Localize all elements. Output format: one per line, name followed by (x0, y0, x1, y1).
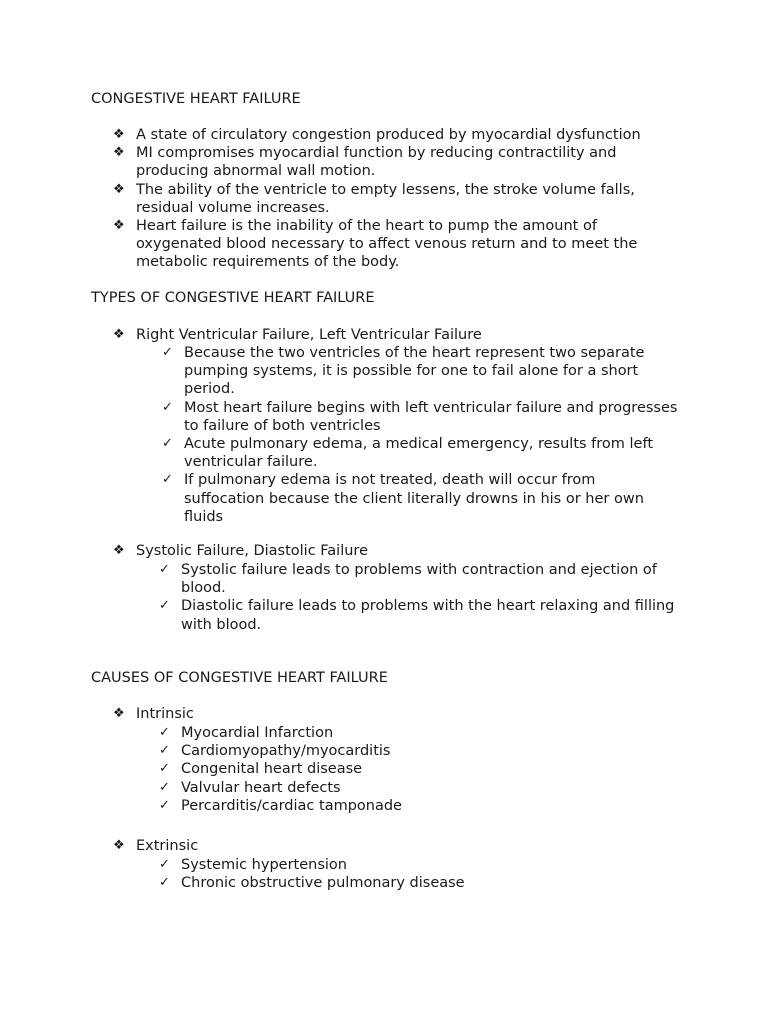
checkmark-icon: ✓ (159, 857, 170, 872)
list-item (0, 144, 768, 180)
list-item (0, 126, 768, 144)
checkmark-icon: ✓ (162, 399, 173, 415)
checklist-item-text: Congenital heart disease (181, 761, 363, 778)
checkmark-icon: ✓ (159, 562, 170, 577)
diamond-bullet-icon: ❖ (113, 327, 125, 342)
checklist-item-text: Systolic failure leads to problems with contraction and ejection of blood. (181, 562, 657, 597)
checkmark-icon: ✓ (162, 436, 173, 452)
checklist-item-text: Myocardial Infarction (181, 725, 334, 741)
checklist-item-text: Because the two ventricles of the heart represent two separate pumping systems, it is possible for one to fail alone for a short period. (184, 345, 645, 398)
checklist-item-text: Systemic hypertension (181, 857, 347, 873)
list-item (0, 181, 768, 217)
list-item-text: MI compromises myocardial function by reducing contractility and producing abnormal wall motion. (136, 145, 617, 180)
checkmark-icon: ✓ (159, 779, 170, 795)
checklist (0, 724, 768, 815)
checklist-item-text: Most heart failure begins with left ventricular failure and progresses to failure of both ventricles (184, 399, 678, 434)
diamond-bullet-icon: ❖ (113, 838, 125, 853)
checklist-item (0, 874, 768, 892)
diamond-bullet-icon: ❖ (113, 706, 125, 721)
checklist-item (0, 435, 768, 471)
diamond-bullet-icon: ❖ (113, 543, 125, 558)
list-item (0, 542, 768, 560)
checklist-item (0, 724, 768, 742)
checklist (0, 344, 768, 526)
diamond-bullet-icon: ❖ (113, 218, 125, 234)
checklist-item-text: Chronic obstructive pulmonary disease (181, 875, 465, 892)
diamond-bullet-icon: ❖ (113, 181, 125, 197)
diamond-bullet-icon: ❖ (113, 145, 125, 161)
bullet-list (0, 326, 768, 344)
list-item-text: Heart failure is the inability of the heart to pump the amount of oxygenated blood necessary to affect venous return and to meet the metabolic requirements of the body. (136, 218, 638, 271)
checklist (0, 561, 768, 634)
checkmark-icon: ✓ (159, 875, 170, 891)
checklist-item-text: Cardiomyopathy/myocarditis (181, 743, 391, 760)
checklist-item-text: Acute pulmonary edema, a medical emergency, results from left ventricular failure. (184, 436, 654, 471)
list-item (0, 217, 768, 272)
bullet-list (0, 837, 768, 855)
checklist-item (0, 399, 768, 435)
section-heading: CONGESTIVE HEART FAILURE (91, 91, 301, 107)
bullet-list (0, 705, 768, 723)
checklist-item-text: Valvular heart defects (181, 779, 341, 796)
checklist-item (0, 561, 768, 597)
checkmark-icon: ✓ (159, 598, 170, 614)
checklist-item-text: Percarditis/cardiac tamponade (181, 797, 402, 814)
section-heading: TYPES OF CONGESTIVE HEART FAILURE (91, 290, 375, 306)
checklist-item (0, 856, 768, 874)
checklist-item (0, 471, 768, 526)
diamond-bullet-icon: ❖ (113, 127, 125, 142)
list-item (0, 326, 768, 344)
bullet-list (0, 542, 768, 560)
checkmark-icon: ✓ (162, 472, 173, 488)
list-item-text: A state of circulatory congestion produced by myocardial dysfunction (136, 127, 641, 143)
bullet-list (0, 126, 768, 272)
list-item-text: Intrinsic (136, 706, 194, 722)
checklist-item-text: If pulmonary edema is not treated, death will occur from suffocation because the client literally drowns in his or her own fluids (184, 472, 644, 525)
checklist-item (0, 742, 768, 760)
checkmark-icon: ✓ (159, 725, 170, 740)
list-item-text: Systolic Failure, Diastolic Failure (136, 543, 368, 559)
checklist-item (0, 760, 768, 778)
checkmark-icon: ✓ (159, 797, 170, 813)
list-item-text: Right Ventricular Failure, Left Ventricular Failure (136, 327, 482, 343)
list-item-text: The ability of the ventricle to empty lessens, the stroke volume falls, residual volume increases. (136, 181, 635, 216)
checklist-item (0, 797, 768, 815)
checklist-item-text: Diastolic failure leads to problems with the heart relaxing and filling with blood. (181, 598, 675, 633)
checklist-item (0, 779, 768, 797)
list-item-text: Extrinsic (136, 838, 199, 854)
checkmark-icon: ✓ (162, 345, 173, 360)
section-heading: CAUSES OF CONGESTIVE HEART FAILURE (91, 670, 388, 686)
checklist-item (0, 597, 768, 633)
checklist (0, 856, 768, 892)
list-item (0, 837, 768, 855)
checklist-item (0, 344, 768, 399)
list-item (0, 705, 768, 723)
checkmark-icon: ✓ (159, 743, 170, 759)
checkmark-icon: ✓ (159, 761, 170, 777)
